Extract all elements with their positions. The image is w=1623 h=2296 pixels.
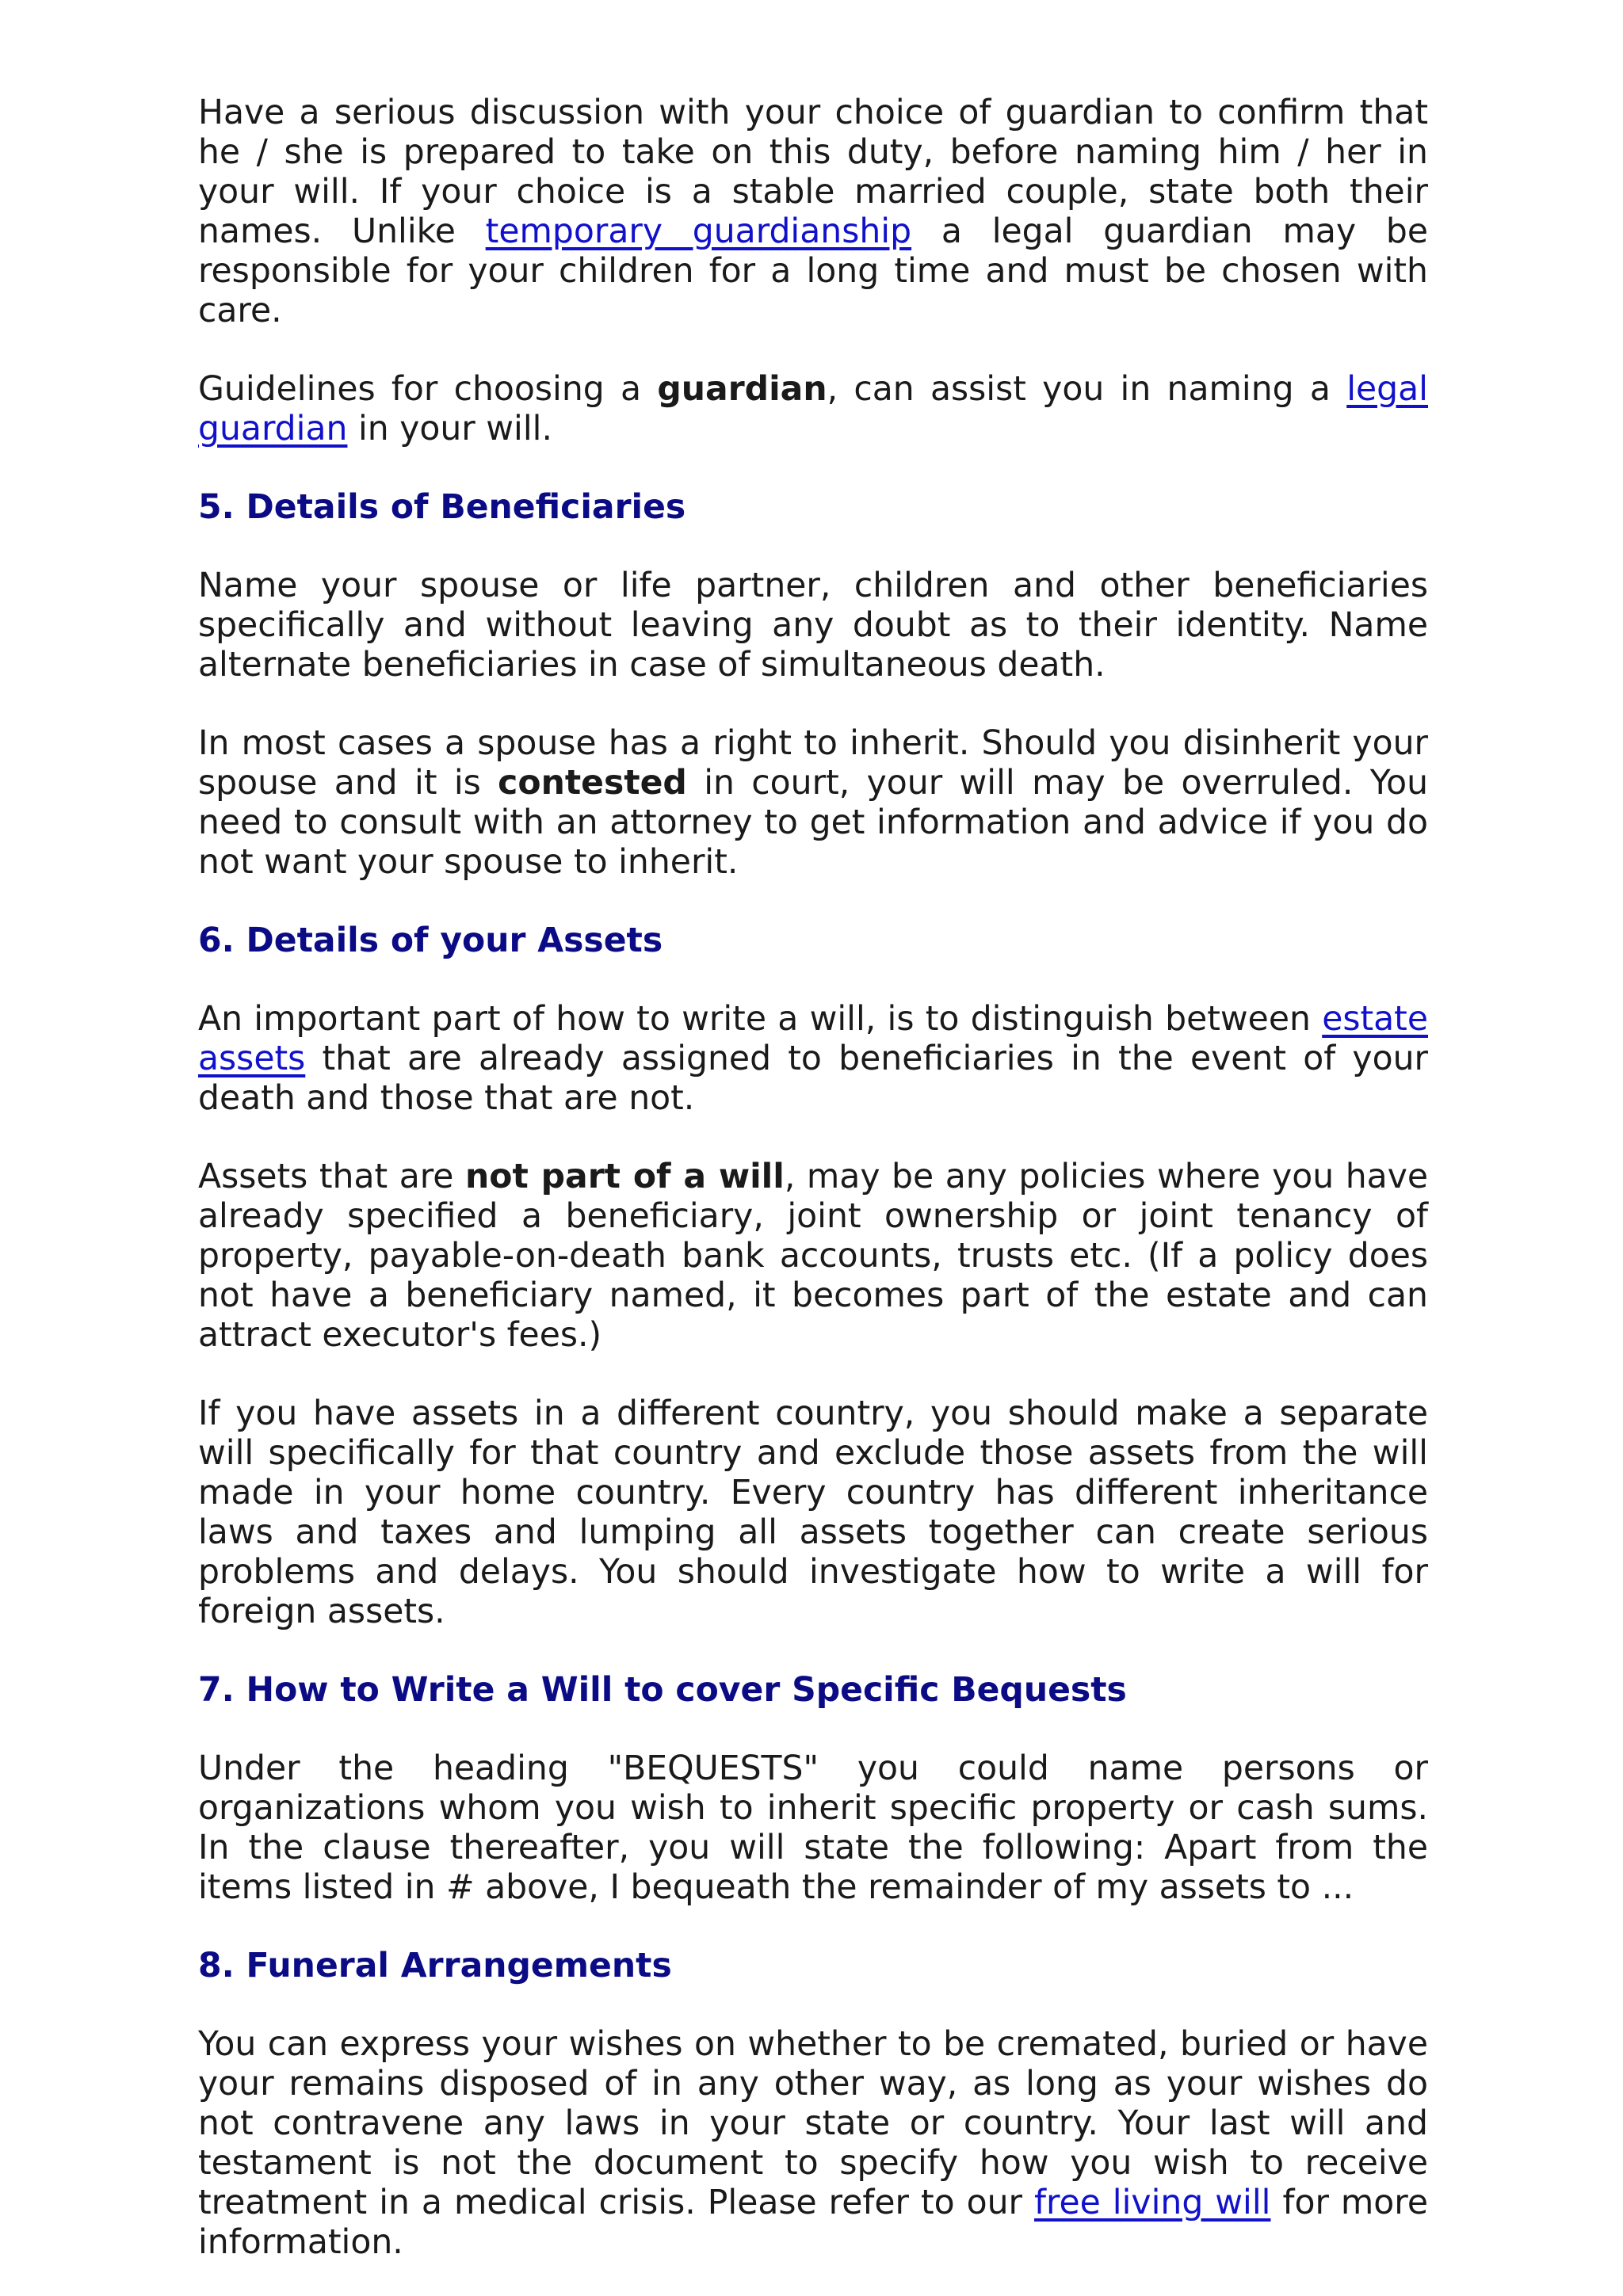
- estate-assets-link[interactable]: estate assets: [198, 1000, 1428, 1078]
- text-span: that are already assigned to beneficiaries in the event of your death and those that are not.: [198, 1039, 1428, 1118]
- text-span: , can assist you in naming a: [827, 370, 1347, 409]
- guardian-guidelines-paragraph: [198, 370, 1428, 449]
- text-span: You can express your wishes on whether to be cremated, buried or have your remains disposed of in any other way, as long as your wishes do not contravene any laws in your state or country. Your last will and testament is not the document to specify how you wish to receive treatment in a medical crisis. Please refer to our: [198, 2025, 1428, 2222]
- section-heading-beneficiaries: 5. Details of Beneficiaries: [198, 488, 686, 527]
- text-span: a legal guardian may be responsible for your children for a long time and must be chosen with care.: [198, 212, 1429, 330]
- beneficiaries-paragraph: Name your spouse or life partner, children and other beneficiaries specifically and without leaving any doubt as to their identity. Name alternate beneficiaries in case of simultaneous death.: [198, 566, 1428, 685]
- free-living-will-link[interactable]: free living will: [1034, 2183, 1271, 2222]
- document-content: [198, 93, 1428, 2263]
- funeral-paragraph: [198, 2025, 1428, 2263]
- section-heading-funeral: 8. Funeral Arrangements: [198, 1947, 672, 1985]
- temporary-guardianship-link[interactable]: temporary guardianship: [485, 212, 912, 251]
- bold-text: guardian: [657, 370, 827, 409]
- guardian-discussion-paragraph: [198, 93, 1428, 331]
- text-span: Assets that are: [198, 1158, 465, 1196]
- spouse-inherit-paragraph: [198, 724, 1428, 883]
- text-span: in court, your will may be overruled. You need to consult with an attorney to get information and advice if you do not want your spouse to inherit.: [198, 764, 1429, 882]
- text-span: for more information.: [198, 2183, 1428, 2262]
- text-span: in your will.: [347, 410, 552, 448]
- bold-text: not part of a will: [465, 1158, 785, 1196]
- assets-not-in-will-paragraph: [198, 1158, 1428, 1356]
- text-span: , may be any policies where you have already specified a beneficiary, joint ownership or joint tenancy of property, payable-on-death bank accounts, trusts etc. (If a policy does not have a beneficiary named, it becomes part of the estate and can attract executor's fees.): [198, 1158, 1428, 1355]
- text-span: Have a serious discussion with your choice of guardian to confirm that he / she is prepared to take on this duty, before naming him / her in your will. If your choice is a stable married couple, state both their names. Unlike: [198, 93, 1428, 251]
- section-heading-assets: 6. Details of your Assets: [198, 921, 663, 960]
- assets-distinguish-paragraph: [198, 1000, 1428, 1119]
- foreign-assets-paragraph: If you have assets in a different country, you should make a separate will specifically for that country and exclude those assets from the will made in your home country. Every country has different inheritance laws and taxes and lumping all assets together can create serious problems and delays. You should investigate how to write a will for foreign assets.: [198, 1394, 1428, 1631]
- text-span: In most cases a spouse has a right to inherit. Should you disinherit your spouse and it is: [198, 724, 1428, 803]
- section-heading-bequests: 7. How to Write a Will to cover Specific Bequests: [198, 1671, 1127, 1710]
- bequests-paragraph: Under the heading "BEQUESTS" you could name persons or organizations whom you wish to inherit specific property or cash sums. In the clause thereafter, you will state the following: Apart from the items listed in # above, I bequeath the remainder of my assets to ...: [198, 1749, 1428, 1907]
- text-span: An important part of how to write a will, is to distinguish between: [198, 1000, 1323, 1039]
- legal-guardian-link[interactable]: legal guardian: [198, 370, 1428, 448]
- bold-text: contested: [498, 764, 687, 803]
- text-span: Guidelines for choosing a: [198, 370, 658, 409]
